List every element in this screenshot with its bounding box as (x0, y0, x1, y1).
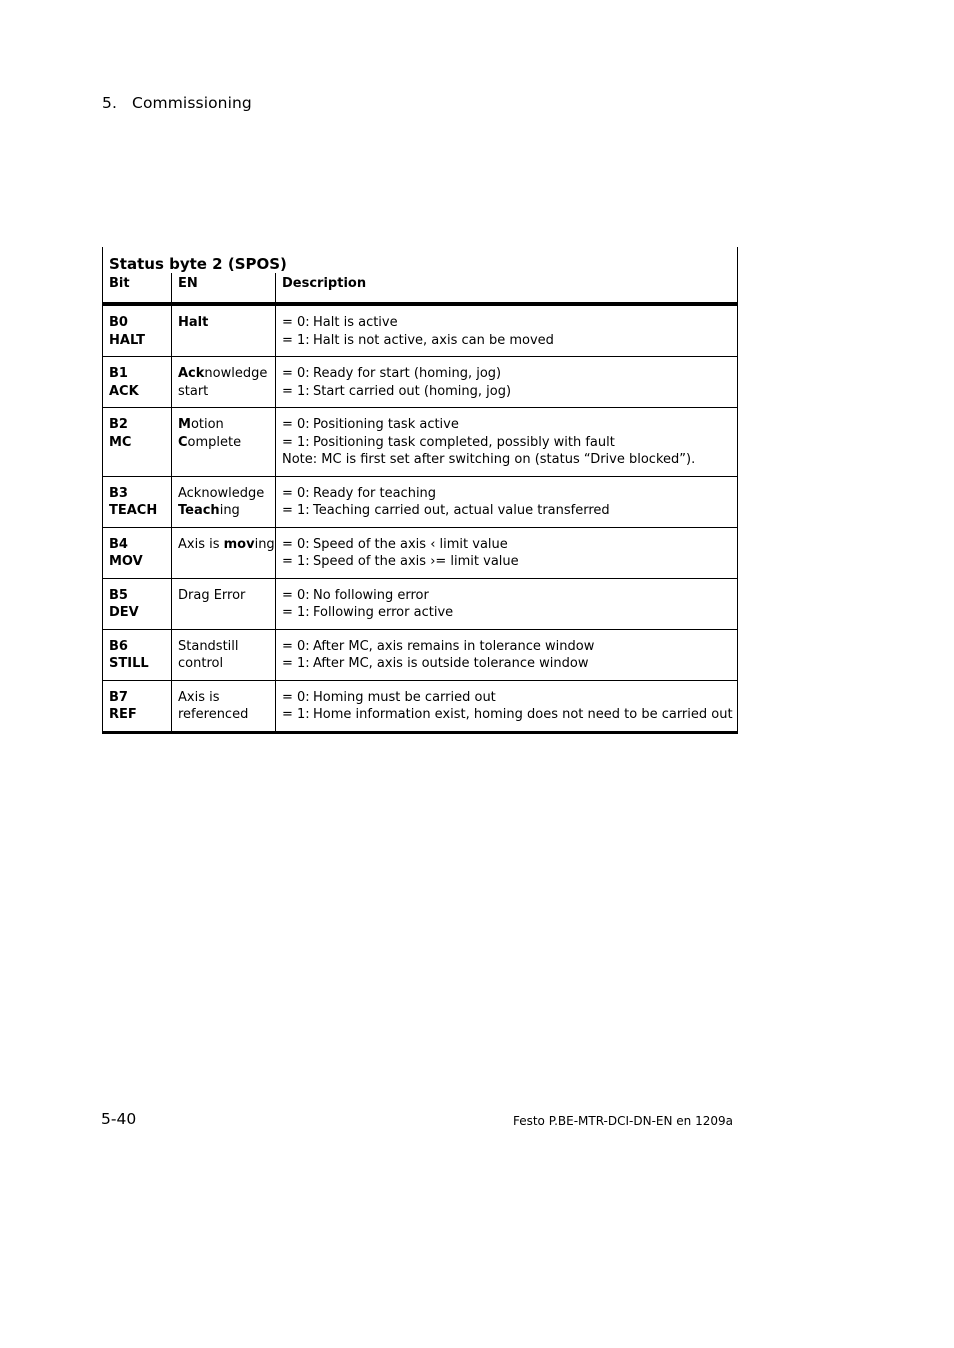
value-label: = 1: (282, 605, 310, 620)
en-line (178, 502, 269, 520)
value-description: Positioning task active (313, 417, 459, 432)
bit-id: B4 (109, 536, 128, 552)
value-description: Speed of the axis ‹ limit value (313, 536, 508, 552)
description-note: Note: MC is first set after switching on (status “Drive blocked”). (282, 452, 696, 467)
page-number: 5-40 (101, 1110, 137, 1128)
en-line (178, 689, 269, 707)
en-text: Acknowledge (178, 485, 265, 501)
value-label: = 1: (282, 383, 310, 399)
section-number: 5. (102, 94, 117, 112)
document-reference: Festo P.BE-MTR-DCI-DN-EN en 1209a (512, 1114, 733, 1128)
value-description: Speed of the axis ›= limit value (313, 554, 519, 569)
table-title: Status byte 2 (SPOS) (103, 247, 738, 273)
value-description: Halt is active (313, 315, 398, 330)
en-cell (172, 680, 276, 732)
table-row (103, 408, 738, 477)
value-label: = 0: (282, 536, 310, 552)
en-line (178, 314, 269, 332)
description-line (282, 689, 731, 707)
value-description: No following error (313, 587, 429, 603)
table-row (103, 680, 738, 732)
value-label: = 0: (282, 315, 310, 330)
description-line (282, 638, 731, 656)
en-cell (172, 408, 276, 477)
value-label: = 0: (282, 485, 310, 501)
bit-cell (103, 629, 172, 680)
value-label: = 1: (282, 707, 310, 722)
description-line (282, 706, 731, 724)
description-line (282, 314, 731, 332)
description-line (282, 416, 731, 434)
description-cell (276, 357, 738, 408)
description-cell (276, 527, 738, 578)
value-label: = 0: (282, 417, 310, 432)
bit-id: B0 (109, 315, 128, 330)
en-line (178, 536, 275, 554)
value-label: = 1: (282, 434, 310, 450)
value-description: Teaching carried out, actual value transferred (313, 503, 610, 518)
value-description: Halt is not active, axis can be moved (313, 332, 554, 348)
bit-code: MOV (109, 554, 143, 569)
description-line (282, 332, 731, 350)
en-text: Axis is (178, 689, 220, 705)
description-line (282, 502, 731, 520)
en-cell (172, 629, 276, 680)
bit-cell (103, 408, 172, 477)
value-label: = 0: (282, 689, 310, 705)
description-line (282, 383, 731, 401)
en-line (178, 416, 269, 434)
table-row (103, 357, 738, 408)
value-description: After MC, axis is outside tolerance window (313, 656, 589, 671)
en-text: omplete (187, 434, 242, 450)
description-cell (276, 629, 738, 680)
value-description: Homing must be carried out (313, 689, 496, 705)
value-label: = 0: (282, 366, 310, 381)
bit-code: ACK (109, 383, 139, 399)
column-header-en: EN (172, 273, 276, 304)
bit-code: REF (109, 707, 137, 722)
description-cell (276, 578, 738, 629)
en-line (178, 365, 269, 383)
bit-id: B6 (109, 638, 128, 654)
bit-id: B5 (109, 587, 128, 603)
value-description: Ready for start (homing, jog) (313, 366, 502, 381)
en-abbrev-highlight: M (178, 417, 191, 432)
bit-code: MC (109, 434, 132, 450)
bit-id: B3 (109, 485, 128, 501)
value-label: = 0: (282, 587, 310, 603)
value-description: After MC, axis remains in tolerance window (313, 638, 595, 654)
bit-code: STILL (109, 656, 149, 671)
bit-cell (103, 357, 172, 408)
table-row (103, 578, 738, 629)
value-label: = 0: (282, 638, 310, 654)
description-line (282, 553, 731, 571)
table-header-row (103, 273, 738, 304)
description-cell (276, 408, 738, 477)
en-abbrev-highlight: Halt (178, 315, 209, 330)
en-cell (172, 476, 276, 527)
en-line (178, 587, 269, 605)
en-text: Axis is (178, 536, 224, 552)
bit-code: HALT (109, 332, 145, 348)
description-line (282, 365, 731, 383)
en-abbrev-highlight: Ack (178, 366, 205, 381)
description-cell (276, 304, 738, 357)
table-row (103, 527, 738, 578)
en-line (178, 655, 269, 673)
description-line (282, 536, 731, 554)
table-row (103, 304, 738, 357)
description-line (282, 587, 731, 605)
bit-id: B1 (109, 366, 128, 381)
en-line (178, 706, 269, 724)
en-text: nowledge (204, 366, 268, 381)
column-header-description: Description (276, 273, 738, 304)
description-cell (276, 476, 738, 527)
description-line (282, 655, 731, 673)
status-byte-table (102, 247, 738, 734)
en-abbrev-highlight: Teach (178, 503, 220, 518)
en-abbrev-highlight: mov (223, 536, 255, 552)
en-text: ing (254, 536, 275, 552)
bit-code: DEV (109, 605, 139, 620)
bit-code: TEACH (109, 503, 158, 518)
en-cell (172, 357, 276, 408)
bit-cell (103, 680, 172, 732)
value-description: Ready for teaching (313, 485, 437, 501)
en-text: ing (219, 503, 240, 518)
description-line (282, 485, 731, 503)
table-title-row (103, 247, 738, 273)
bit-cell (103, 527, 172, 578)
bit-cell (103, 578, 172, 629)
en-text: Drag Error (178, 587, 246, 603)
bit-id: B2 (109, 417, 128, 432)
en-text: control (178, 656, 224, 671)
value-label: = 1: (282, 332, 310, 348)
en-line (178, 434, 269, 452)
value-label: = 1: (282, 554, 310, 569)
table-row (103, 476, 738, 527)
en-cell (172, 304, 276, 357)
value-description: Start carried out (homing, jog) (313, 383, 512, 399)
section-title: Commissioning (132, 94, 252, 112)
en-abbrev-highlight: C (178, 434, 188, 450)
value-description: Following error active (313, 605, 454, 620)
value-description: Home information exist, homing does not need to be carried out (313, 707, 733, 722)
description-line (282, 604, 731, 622)
en-line (178, 485, 269, 503)
en-cell (172, 578, 276, 629)
bit-cell (103, 476, 172, 527)
value-label: = 1: (282, 503, 310, 518)
value-label: = 1: (282, 656, 310, 671)
column-header-bit: Bit (103, 273, 172, 304)
description-line (282, 434, 731, 452)
en-text: Standstill (178, 638, 239, 654)
section-header (102, 94, 252, 112)
description-cell (276, 680, 738, 732)
bit-id: B7 (109, 689, 128, 705)
table-row (103, 629, 738, 680)
en-text: otion (190, 417, 224, 432)
status-byte-table-container (102, 247, 737, 734)
en-cell (172, 527, 276, 578)
en-text: referenced (178, 707, 249, 722)
value-description: Positioning task completed, possibly with fault (313, 434, 615, 450)
bit-cell (103, 304, 172, 357)
en-line (178, 638, 269, 656)
en-line (178, 383, 269, 401)
en-text: start (178, 383, 209, 399)
